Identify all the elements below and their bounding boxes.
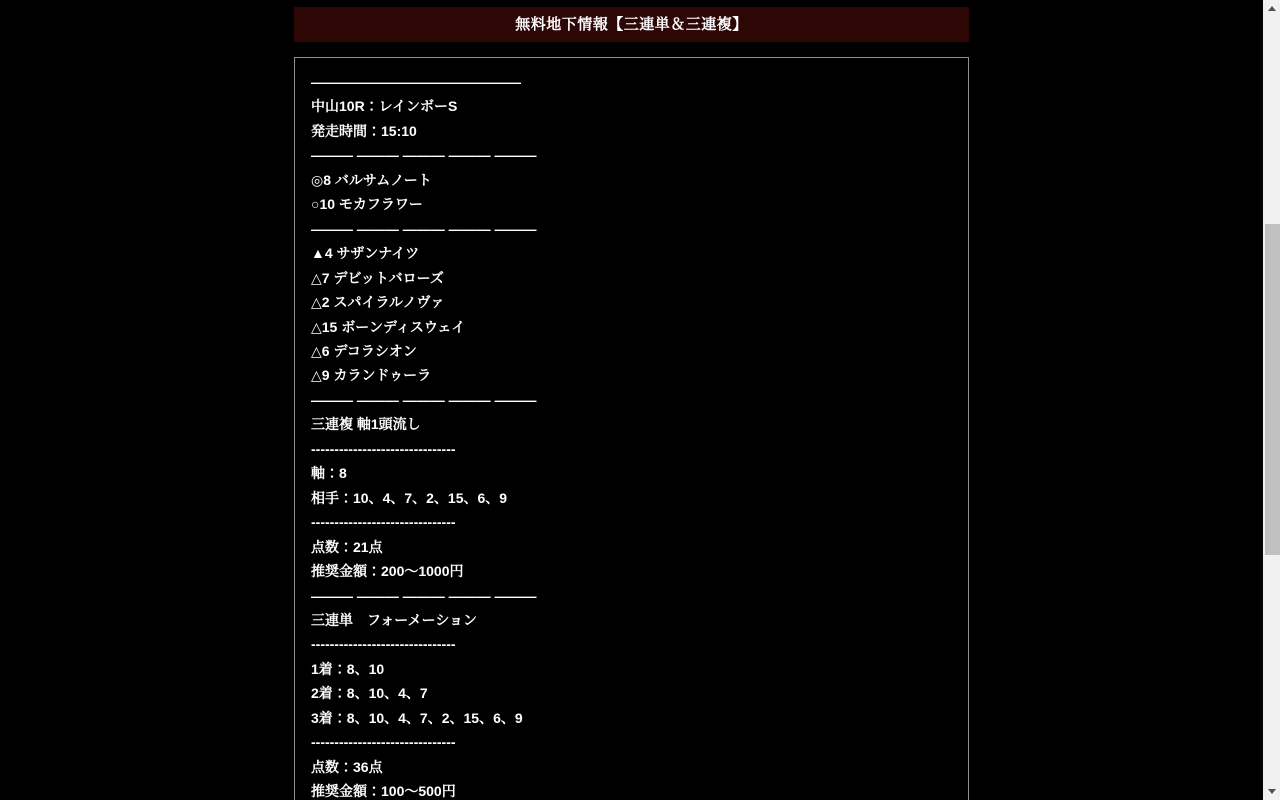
scrollbar[interactable] (1263, 0, 1280, 800)
info-line: 1着：8、10 (311, 660, 385, 677)
separator-line: ------------------------------- (311, 636, 456, 653)
tips-content-panel (294, 57, 969, 800)
info-line: 発走時間：15:10 (311, 122, 417, 139)
info-line: 三連単 フォーメーション (311, 611, 478, 628)
info-line: ○10 モカフラワー (311, 196, 423, 213)
separator-line: ——— ——— ——— ——— ——— (311, 391, 537, 408)
main-container (294, 7, 969, 800)
info-line: 点数：21点 (311, 538, 383, 555)
info-line: 三連複 軸1頭流し (311, 416, 421, 433)
info-line: ◎8 バルサムノート (311, 171, 432, 188)
scroll-up-arrow-icon[interactable] (1268, 6, 1276, 11)
scrollbar-thumb[interactable] (1265, 224, 1280, 555)
info-line: △2 スパイラルノヴァ (311, 294, 445, 311)
info-line: △9 カランドゥーラ (311, 367, 432, 384)
info-line: △7 デビットバローズ (311, 269, 444, 286)
info-line: 中山10R：レインボーS (311, 98, 458, 115)
info-line: 軸：8 (311, 465, 347, 482)
separator-line: ——— ——— ——— ——— ——— (311, 147, 537, 164)
info-line: △6 デコラシオン (311, 342, 417, 359)
separator-line: ------------------------------- (311, 440, 456, 457)
separator-line: ——— ——— ——— ——— ——— (311, 587, 537, 604)
scroll-down-arrow-icon[interactable] (1268, 789, 1276, 794)
separator-line: ------------------------------- (311, 514, 456, 531)
page-title: 無料地下情報【三連単＆三連複】 (515, 16, 748, 33)
info-line: 推奨金額：200〜1000円 (311, 563, 464, 580)
page-title-bar (294, 7, 969, 42)
info-line: 3着：8、10、4、7、2、15、6、9 (311, 709, 523, 726)
info-line: △15 ボーンディスウェイ (311, 318, 466, 335)
info-line: 推奨金額：100〜500円 (311, 783, 456, 800)
separator-line: ------------------------------- (311, 734, 456, 751)
info-line: 点数：36点 (311, 758, 383, 775)
info-line: 相手：10、4、7、2、15、6、9 (311, 489, 508, 506)
info-line: ▲4 サザンナイツ (311, 245, 420, 262)
separator-line: ——— ——— ——— ——— ——— (311, 220, 537, 237)
separator-line: ——————————————— (311, 74, 521, 90)
info-line: 2着：8、10、4、7 (311, 685, 428, 702)
